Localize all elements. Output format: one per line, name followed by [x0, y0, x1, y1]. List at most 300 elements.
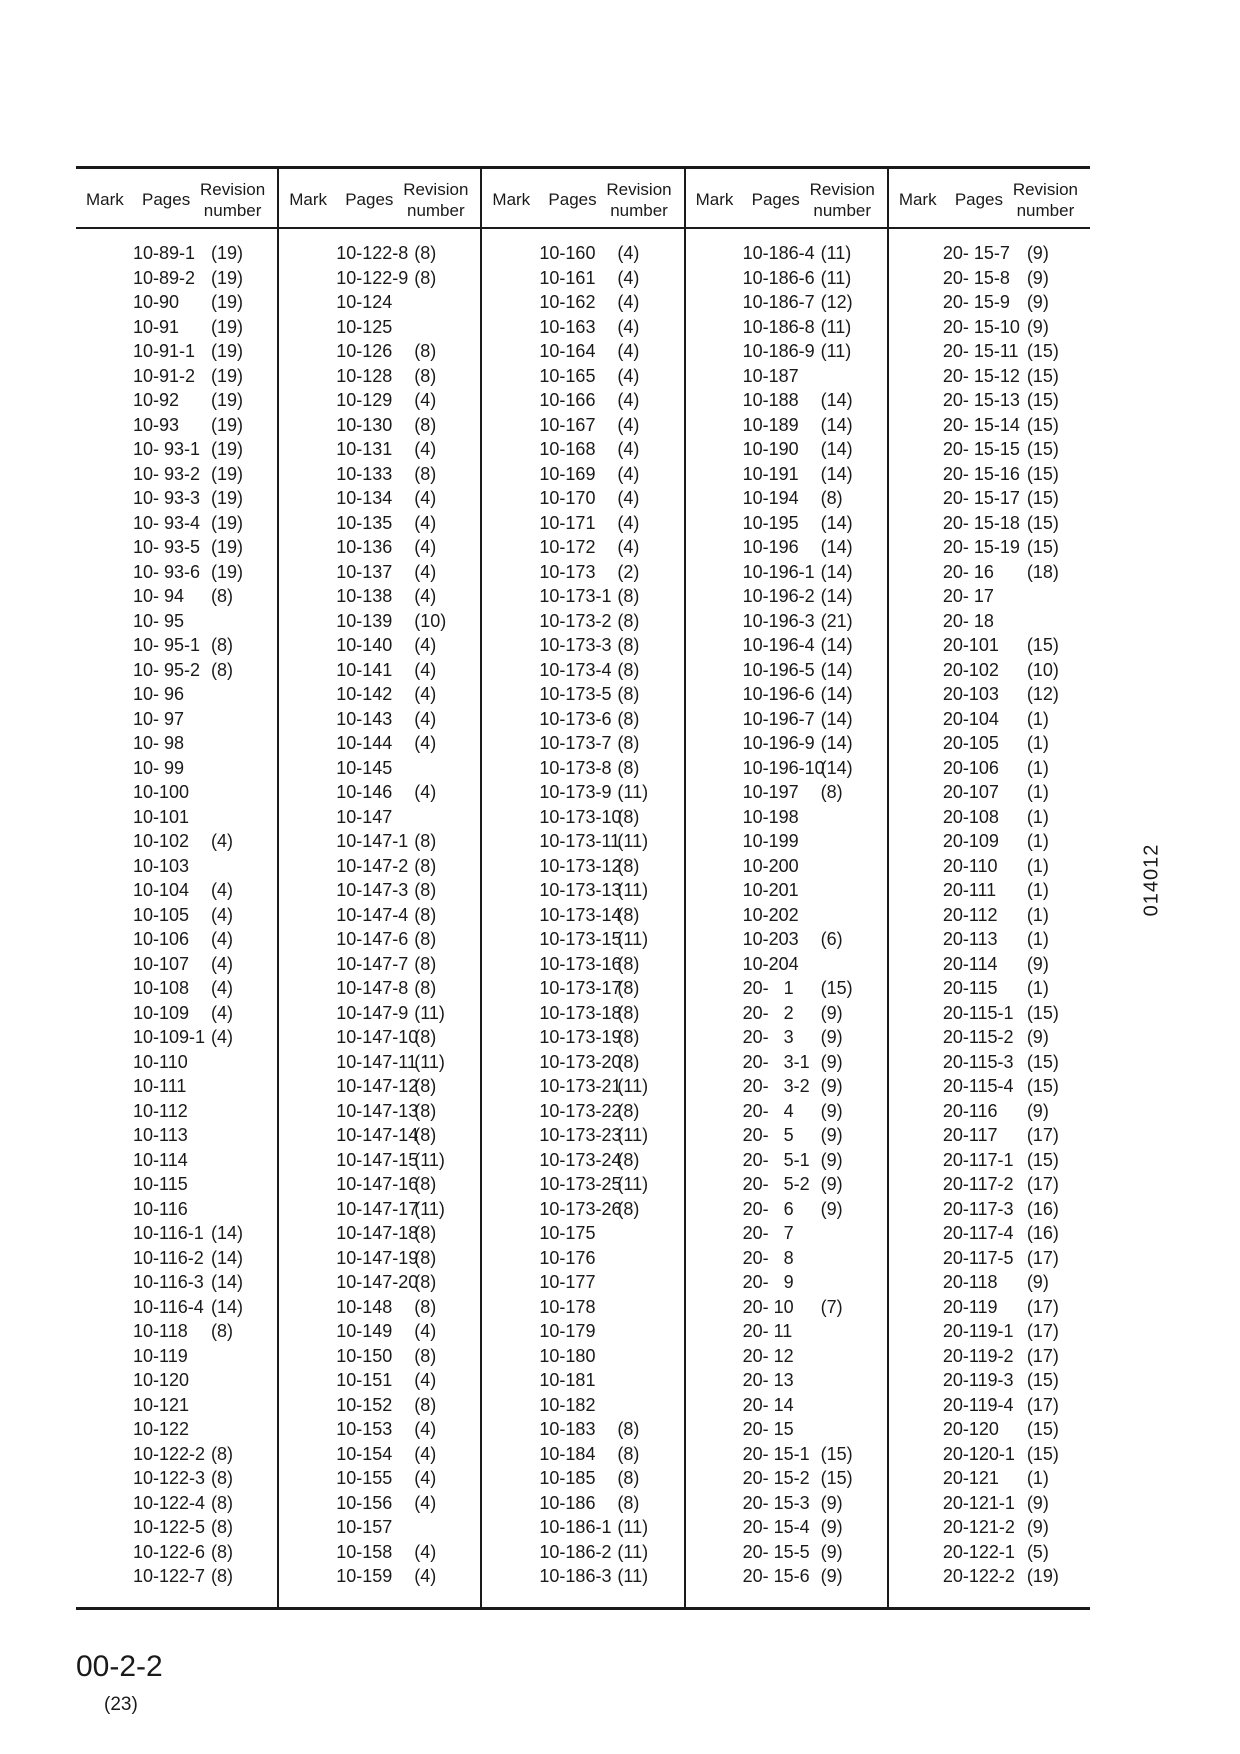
revision-cell: (8)	[617, 1100, 640, 1121]
revision-cell: (17)	[1026, 1125, 1059, 1145]
revision-cell: (8)	[820, 488, 843, 508]
revision-cell: (14)	[820, 537, 853, 557]
revision-cell: (11)	[820, 243, 852, 263]
header-revision-line1: Revision	[200, 180, 266, 199]
page-cell: 20-117-2	[942, 1174, 1014, 1194]
column-header	[889, 169, 1090, 229]
page-cell: 10-186	[539, 1492, 596, 1513]
page-cell: 10-183	[539, 1419, 596, 1439]
revision-cell: (11)	[820, 316, 852, 337]
page-cell: 10-147-15	[336, 1149, 419, 1170]
table-row	[482, 241, 683, 266]
table-row	[76, 927, 277, 952]
revision-cell: (1)	[1026, 904, 1049, 925]
table-row	[279, 1491, 480, 1516]
revision-cell: (8)	[211, 1468, 233, 1488]
table-row	[279, 437, 480, 462]
page-cell: 10-189	[742, 414, 799, 435]
page-cell: 20- 15-6	[742, 1566, 810, 1586]
table-row	[76, 1001, 277, 1026]
revision-cell: (19)	[211, 341, 244, 361]
table-row	[279, 1246, 480, 1271]
revision-cell: (8)	[617, 1198, 640, 1219]
revision-cell: (9)	[820, 1076, 843, 1096]
table-row	[482, 731, 683, 756]
page-cell: 10-173-19	[539, 1027, 622, 1047]
table-row	[76, 1540, 277, 1565]
table-row	[889, 315, 1090, 340]
page-cell: 10-122-8	[336, 243, 409, 263]
table-row	[482, 805, 683, 830]
revision-cell: (19)	[211, 537, 244, 557]
revision-cell: (4)	[414, 586, 437, 606]
table-row	[482, 903, 683, 928]
page-cell: 20-108	[942, 806, 999, 827]
revision-cell: (1)	[1026, 855, 1049, 876]
revision-cell: (8)	[211, 1321, 233, 1341]
page-cell: 10-116-4	[133, 1296, 204, 1317]
revision-cell: (4)	[211, 953, 233, 974]
revision-cell: (17)	[1026, 1174, 1059, 1194]
table-row	[279, 829, 480, 854]
page-cell: 10-108	[133, 978, 190, 998]
table-row	[76, 976, 277, 1001]
page-cell: 10-175	[539, 1223, 596, 1243]
table-row	[889, 241, 1090, 266]
table-row	[279, 1172, 480, 1197]
page-cell: 20- 12	[742, 1345, 794, 1366]
table-row	[482, 976, 683, 1001]
table-row	[482, 1417, 683, 1442]
table-row	[279, 1344, 480, 1369]
page-cell: 10-137	[336, 561, 393, 582]
table-row	[279, 1393, 480, 1418]
page-cell: 10-170	[539, 488, 596, 508]
revision-cell: (15)	[1026, 1076, 1059, 1096]
page-cell: 10-154	[336, 1443, 393, 1464]
table-row	[889, 633, 1090, 658]
table-row	[76, 1099, 277, 1124]
table-row	[482, 1270, 683, 1295]
page-cell: 20- 1	[742, 978, 794, 998]
revision-cell: (8)	[211, 1517, 233, 1537]
page-cell: 20- 13	[742, 1370, 794, 1390]
table-row	[279, 290, 480, 315]
page-cell: 10-163	[539, 316, 596, 337]
revision-cell: (9)	[820, 1198, 843, 1219]
page-cell: 20- 7	[742, 1223, 794, 1243]
table-row	[686, 315, 887, 340]
page-cell: 10-139	[336, 610, 393, 631]
table-row	[889, 1123, 1090, 1148]
page-cell: 20-113	[942, 929, 998, 949]
revision-cell: (8)	[617, 953, 640, 974]
table-row	[76, 462, 277, 487]
page-cell: 10-173-17	[539, 978, 622, 998]
table-row	[482, 1295, 683, 1320]
table-row	[889, 1417, 1090, 1442]
page-cell: 10-173-23	[539, 1125, 622, 1145]
page-cell: 20-115-2	[942, 1027, 1014, 1047]
table-row	[889, 1319, 1090, 1344]
page-cell: 10-122-6	[133, 1541, 206, 1562]
page-cell: 10-100	[133, 782, 190, 802]
revision-cell: (8)	[617, 610, 640, 631]
table-row	[279, 805, 480, 830]
page-cell: 10-196-4	[742, 635, 815, 655]
header-mark: Mark	[86, 190, 124, 209]
table-row	[279, 584, 480, 609]
table-row	[889, 462, 1090, 487]
table-row	[686, 682, 887, 707]
table-row	[482, 682, 683, 707]
page-cell: 10-143	[336, 708, 393, 729]
page-cell: 10-118	[133, 1321, 188, 1341]
revision-cell: (19)	[211, 243, 244, 263]
page-cell: 10-173-18	[539, 1002, 622, 1023]
revision-cell: (8)	[617, 1149, 640, 1170]
revision-cell: (14)	[820, 757, 853, 778]
revision-cell: (9)	[1026, 1027, 1049, 1047]
table-row	[76, 1491, 277, 1516]
table-row	[482, 1050, 683, 1075]
revision-cell: (1)	[1026, 1468, 1049, 1488]
page-cell: 10-122-2	[133, 1443, 206, 1464]
page-cell: 20- 15-15	[942, 439, 1020, 459]
revision-cell: (19)	[211, 267, 244, 288]
page-cell: 10- 93-1	[133, 439, 201, 459]
page-cell: 10-181	[539, 1370, 596, 1390]
header-revision	[403, 179, 468, 221]
revision-cell: (8)	[414, 1247, 437, 1268]
page-cell: 10-196-9	[742, 733, 815, 753]
revision-cell: (6)	[820, 929, 843, 949]
table-row	[686, 388, 887, 413]
page-cell: 10-197	[742, 782, 799, 802]
table-row	[482, 437, 683, 462]
table-row	[686, 1319, 887, 1344]
page-cell: 10-185	[539, 1468, 596, 1488]
table-row	[279, 486, 480, 511]
document-code: 014012	[1140, 843, 1163, 917]
page-cell: 10-173-2	[539, 610, 612, 631]
revision-cell: (4)	[211, 831, 233, 851]
table-row	[889, 854, 1090, 879]
table-row	[76, 1295, 277, 1320]
table-row	[76, 609, 277, 634]
revision-cell: (9)	[820, 1100, 843, 1121]
page-cell: 10-196-7	[742, 708, 815, 729]
revision-cell: (9)	[820, 1027, 843, 1047]
page-cell: 10- 99	[133, 757, 185, 778]
page-cell: 20-116	[942, 1100, 998, 1121]
table-row	[482, 1515, 683, 1540]
revision-cell: (17)	[1026, 1345, 1059, 1366]
table-row	[76, 339, 277, 364]
revision-cell: (4)	[414, 1492, 437, 1513]
revision-cell: (9)	[820, 1002, 843, 1023]
revision-cell: (14)	[820, 659, 853, 680]
table-row	[279, 1515, 480, 1540]
page-cell: 10-202	[742, 904, 799, 925]
table-row	[686, 584, 887, 609]
table-row	[76, 1466, 277, 1491]
header-revision-line2: number	[406, 201, 465, 220]
table-row	[686, 976, 887, 1001]
page-cell: 20-117-5	[942, 1247, 1014, 1268]
page-cell: 10-91	[133, 316, 180, 337]
table-row	[686, 609, 887, 634]
page-cell: 20- 15-18	[942, 512, 1020, 533]
table-row	[889, 1564, 1090, 1589]
page-cell: 10-180	[539, 1345, 596, 1366]
table-row	[686, 1417, 887, 1442]
table-row	[482, 1221, 683, 1246]
revision-cell: (4)	[617, 512, 640, 533]
page-cell: 10-149	[336, 1321, 393, 1341]
table-row	[279, 339, 480, 364]
revision-table	[76, 166, 1090, 1610]
revision-cell: (11)	[617, 1517, 649, 1537]
page-number: 00-2-2	[76, 1650, 163, 1683]
revision-cell: (9)	[820, 1125, 843, 1145]
revision-cell: (9)	[1026, 267, 1049, 288]
table-row	[889, 1172, 1090, 1197]
page-cell: 20- 15-5	[742, 1541, 810, 1562]
table-row	[482, 462, 683, 487]
page-cell: 10-112	[133, 1100, 188, 1121]
page-cell: 10-93	[133, 414, 180, 435]
page-cell: 10-133	[336, 463, 393, 484]
page-cell: 10-126	[336, 341, 393, 361]
table-column	[279, 169, 482, 1607]
revision-cell: (19)	[211, 414, 244, 435]
page-cell: 10-151	[336, 1370, 393, 1390]
table-row	[76, 1393, 277, 1418]
table-row	[279, 1074, 480, 1099]
table-row	[482, 1442, 683, 1467]
page-cell: 20-103	[942, 684, 999, 704]
revision-cell: (4)	[414, 439, 437, 459]
revision-cell: (15)	[1026, 1419, 1059, 1439]
table-row	[279, 560, 480, 585]
page-cell: 10-195	[742, 512, 799, 533]
table-row	[482, 290, 683, 315]
revision-cell: (8)	[414, 414, 437, 435]
table-row	[686, 1246, 887, 1271]
table-row	[279, 1564, 480, 1589]
page-cell: 20-119	[942, 1296, 998, 1317]
page-cell: 10-147	[336, 806, 393, 827]
page-cell: 10-90	[133, 292, 180, 312]
page-cell: 10-171	[539, 512, 596, 533]
page-cell: 20- 14	[742, 1394, 794, 1415]
revision-cell: (8)	[211, 1492, 233, 1513]
page-cell: 10-116-3	[133, 1272, 204, 1292]
table-row	[686, 364, 887, 389]
table-row	[279, 266, 480, 291]
page-cell: 10-147-1	[336, 831, 409, 851]
table-row	[76, 1246, 277, 1271]
page-cell: 10-122-5	[133, 1517, 206, 1537]
page-cell: 10- 94	[133, 586, 185, 606]
page-cell: 20-122-1	[942, 1541, 1015, 1562]
page-cell: 10-148	[336, 1296, 393, 1317]
revision-cell: (9)	[1026, 243, 1049, 263]
revision-cell: (17)	[1026, 1394, 1059, 1415]
revision-cell: (8)	[414, 978, 437, 998]
page-cell: 10-130	[336, 414, 393, 435]
page-cell: 10-173-24	[539, 1149, 622, 1170]
page-cell: 20-120	[942, 1419, 999, 1439]
page-cell: 10-165	[539, 365, 596, 386]
page-cell: 10-114	[133, 1149, 188, 1170]
table-row	[889, 339, 1090, 364]
page-cell: 20- 15-13	[942, 390, 1020, 410]
revision-cell: (1)	[1026, 880, 1049, 900]
revision-cell: (8)	[414, 1223, 437, 1243]
table-row	[686, 878, 887, 903]
table-row	[889, 511, 1090, 536]
page-cell: 10-152	[336, 1394, 393, 1415]
table-row	[889, 805, 1090, 830]
revision-cell: (8)	[414, 463, 437, 484]
table-column	[482, 169, 685, 1607]
table-row	[279, 364, 480, 389]
revision-cell: (19)	[211, 561, 244, 582]
revision-cell: (8)	[617, 1051, 640, 1072]
revision-cell: (9)	[820, 1517, 843, 1537]
table-row	[76, 682, 277, 707]
revision-cell: (14)	[211, 1247, 244, 1268]
table-row	[279, 780, 480, 805]
revision-cell: (11)	[820, 341, 852, 361]
page-cell: 10- 95-1	[133, 635, 201, 655]
revision-cell: (4)	[617, 488, 640, 508]
revision-cell: (11)	[617, 782, 649, 802]
header-mark: Mark	[492, 190, 531, 209]
page-cell: 10-184	[539, 1443, 596, 1464]
page-cell: 10-173-14	[539, 904, 622, 925]
table-row	[279, 1442, 480, 1467]
page-cell: 10-186-1	[539, 1517, 612, 1537]
page-cell: 10-173-12	[539, 855, 622, 876]
table-row	[686, 1270, 887, 1295]
page-cell: 20-121-2	[942, 1517, 1015, 1537]
table-row	[279, 1148, 480, 1173]
page-cell: 20- 10	[742, 1296, 794, 1317]
table-row	[889, 413, 1090, 438]
table-row	[686, 731, 887, 756]
table-row	[76, 266, 277, 291]
revision-cell: (11)	[414, 1149, 445, 1170]
table-row	[686, 1344, 887, 1369]
revision-cell: (9)	[1026, 292, 1049, 312]
table-row	[686, 1540, 887, 1565]
table-row	[889, 584, 1090, 609]
table-row	[482, 854, 683, 879]
page-cell: 10-147-2	[336, 855, 409, 876]
page-cell: 10-188	[742, 390, 799, 410]
table-row	[279, 1221, 480, 1246]
table-row	[889, 1099, 1090, 1124]
revision-cell: (12)	[820, 292, 853, 312]
page-cell: 10-155	[336, 1468, 393, 1488]
page-cell: 10-168	[539, 439, 596, 459]
table-row	[889, 1001, 1090, 1026]
table-row	[76, 1148, 277, 1173]
page-cell: 20- 15-14	[942, 414, 1020, 435]
revision-cell: (9)	[820, 1541, 843, 1562]
revision-cell: (4)	[414, 488, 437, 508]
revision-cell: (4)	[414, 390, 437, 410]
revision-cell: (8)	[617, 1027, 640, 1047]
table-row	[889, 1466, 1090, 1491]
revision-cell: (14)	[820, 390, 853, 410]
page-cell: 20-109	[942, 831, 999, 851]
page-cell: 10-105	[133, 904, 190, 925]
page-cell: 10-142	[336, 684, 393, 704]
page-cell: 10-109-1	[133, 1027, 206, 1047]
table-row	[76, 805, 277, 830]
page-cell: 20-101	[942, 635, 999, 655]
page-cell: 20- 15-7	[942, 243, 1010, 263]
revision-cell: (8)	[414, 1100, 437, 1121]
page-cell: 10-109	[133, 1002, 190, 1023]
revision-cell: (8)	[211, 586, 233, 606]
table-row	[76, 535, 277, 560]
revision-cell: (8)	[414, 1345, 437, 1366]
page-cell: 20-121-1	[942, 1492, 1015, 1513]
table-row	[889, 756, 1090, 781]
page-cell: 10-173-6	[539, 708, 612, 729]
revision-cell: (16)	[1026, 1198, 1059, 1219]
page-cell: 20-115	[942, 978, 998, 998]
page-cell: 10-131	[336, 439, 393, 459]
revision-cell: (10)	[414, 610, 447, 631]
revision-cell: (4)	[211, 880, 233, 900]
table-row	[889, 829, 1090, 854]
page-cell: 10- 93-4	[133, 512, 201, 533]
revision-cell: (8)	[414, 243, 437, 263]
table-row	[889, 903, 1090, 928]
table-row	[482, 413, 683, 438]
table-row	[686, 1221, 887, 1246]
page-cell: 20- 4	[742, 1100, 794, 1121]
revision-cell: (9)	[1026, 316, 1049, 337]
table-row	[686, 1295, 887, 1320]
page-cell: 10-121	[133, 1394, 190, 1415]
page-cell: 10-122-4	[133, 1492, 206, 1513]
page-cell: 10-147-18	[336, 1223, 419, 1243]
revision-cell: (11)	[414, 1002, 445, 1023]
revision-cell: (4)	[414, 1468, 437, 1488]
page-cell: 10- 93-3	[133, 488, 201, 508]
page-cell: 20-111	[942, 880, 997, 900]
table-row	[889, 780, 1090, 805]
revision-cell: (4)	[617, 316, 640, 337]
revision-cell: (21)	[820, 610, 853, 631]
revision-cell: (15)	[1026, 635, 1059, 655]
revision-cell: (1)	[1026, 782, 1049, 802]
table-row	[279, 1319, 480, 1344]
revision-cell: (8)	[414, 1394, 437, 1415]
revision-cell: (8)	[414, 929, 437, 949]
table-row	[686, 1099, 887, 1124]
page-cell: 10-161	[539, 267, 596, 288]
table-row	[279, 731, 480, 756]
revision-cell: (8)	[414, 904, 437, 925]
